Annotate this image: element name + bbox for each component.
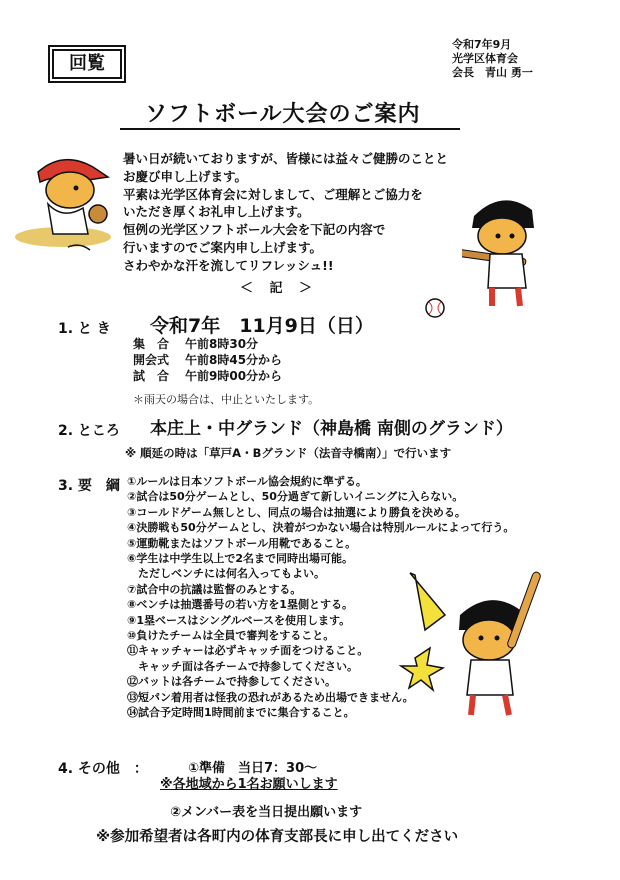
rule-item: キャッチ面は各チームで持参してください。 bbox=[127, 659, 358, 673]
rule-item: ③コールドゲーム無しとし、同点の場合は抽選により勝負を決める。 bbox=[127, 505, 466, 519]
page-title: ソフトボール大会のご案内 bbox=[145, 102, 421, 127]
rule-item: ②試合は50分ゲームとし、50分過ぎて新しいイニングに入らない。 bbox=[127, 490, 464, 504]
greeting-text bbox=[123, 150, 448, 275]
rule-item: ⑩負けたチームは全員で審判をすること。 bbox=[127, 629, 335, 643]
title-underline bbox=[120, 128, 460, 130]
time-row bbox=[133, 336, 282, 352]
footer-note: ※参加希望者は各町内の体育支部長に申し出てください bbox=[96, 829, 459, 845]
rule-item: ⑥学生は中学生以上で2名まで同時出場可能。 bbox=[127, 552, 353, 566]
time-value: 午前8時30分 bbox=[185, 337, 259, 351]
time-value: 午前9時00分から bbox=[185, 369, 283, 383]
rule-item: ①ルールは日本ソフトボール協会規約に準ずる。 bbox=[127, 475, 367, 488]
other-item-2: ②メンバー表を当日提出願います bbox=[170, 805, 363, 820]
time-label: 集 合 bbox=[133, 337, 170, 351]
section1-label: 1. と き bbox=[58, 321, 111, 337]
softball-icon bbox=[423, 296, 447, 320]
rule-item: ⑦試合中の抗議は監督のみとする。 bbox=[127, 582, 302, 596]
rule-item: ⑪キャッチャーは必ずキャッチ面をつけること。 bbox=[127, 644, 369, 658]
venue-note: ※ 順延の時は「草戸A・Bグランド（法音寺橋南）」で行います bbox=[125, 446, 452, 460]
section3-label: 3. 要 綱 bbox=[58, 478, 120, 494]
rule-item: ⑬短パン着用者は怪我の恐れがあるため出場できません。 bbox=[127, 690, 414, 704]
section4-label: 4. その他 ： bbox=[58, 761, 148, 777]
greeting-line: 恒例の光学区ソフトボール大会を下記の内容で bbox=[123, 222, 386, 238]
rule-item: ⑫バットは各チームで持参してください。 bbox=[127, 675, 336, 689]
issue-date: 令和7年9月 bbox=[452, 38, 512, 51]
venue: 本庄上・中グランド（神島橋 南側のグランド） bbox=[150, 419, 513, 439]
batter-dog-illustration bbox=[462, 188, 557, 313]
section2-label: 2. ところ bbox=[58, 423, 120, 439]
swinging-batter-illustration bbox=[385, 570, 545, 720]
rule-item: ⑤運動靴またはソフトボール用靴であること。 bbox=[127, 536, 357, 550]
time-row bbox=[133, 352, 282, 368]
greeting-line: いただき厚くお礼申し上げます。 bbox=[123, 204, 310, 220]
greeting-line: 暑い日が続いておりますが、皆様には益々ご健勝のことと bbox=[123, 151, 449, 166]
time-value: 午前8時45分から bbox=[185, 353, 283, 367]
greeting-line: 平素は光学区体育会に対しまして、ご理解とご協力を bbox=[123, 186, 423, 202]
rule-item: ただしベンチには何名入ってもよい。 bbox=[127, 567, 325, 581]
ki-heading: ＜ 記 ＞ bbox=[240, 281, 319, 296]
organization: 光学区体育会 bbox=[452, 52, 518, 65]
chairperson: 会長 青山 勇一 bbox=[452, 66, 533, 79]
event-date: 令和7年 11月9日（日） bbox=[150, 315, 374, 337]
greeting-line: 行いますのでご案内申し上げます。 bbox=[123, 239, 323, 255]
rule-item: ④決勝戦も50分ゲームとし、決着がつかない場合は特別ルールによって行う。 bbox=[127, 521, 515, 535]
rule-item: ⑨1塁ベースはシングルベースを使用します。 bbox=[127, 613, 351, 627]
greeting-line: さわやかな汗を流してリフレッシュ!! bbox=[123, 257, 334, 273]
greeting-line: お慶び申し上げます。 bbox=[123, 168, 248, 184]
rule-item: ⑧ベンチは抽選番号の若い方を1塁側とする。 bbox=[127, 598, 353, 612]
other-item-1: ①準備 当日7：30～ bbox=[188, 761, 318, 776]
time-label: 試 合 bbox=[133, 369, 170, 383]
time-row bbox=[133, 368, 282, 384]
other-item-1-note: ※各地域から1名お願いします bbox=[160, 777, 338, 792]
pitcher-dog-illustration bbox=[8, 142, 128, 272]
rule-item: ⑭試合予定時間1時間前までに集合すること。 bbox=[127, 706, 355, 720]
rain-note: ＊雨天の場合は、中止といたします。 bbox=[133, 393, 320, 406]
kairan-box: 回覧 bbox=[52, 49, 122, 79]
time-label: 開会式 bbox=[133, 353, 170, 367]
